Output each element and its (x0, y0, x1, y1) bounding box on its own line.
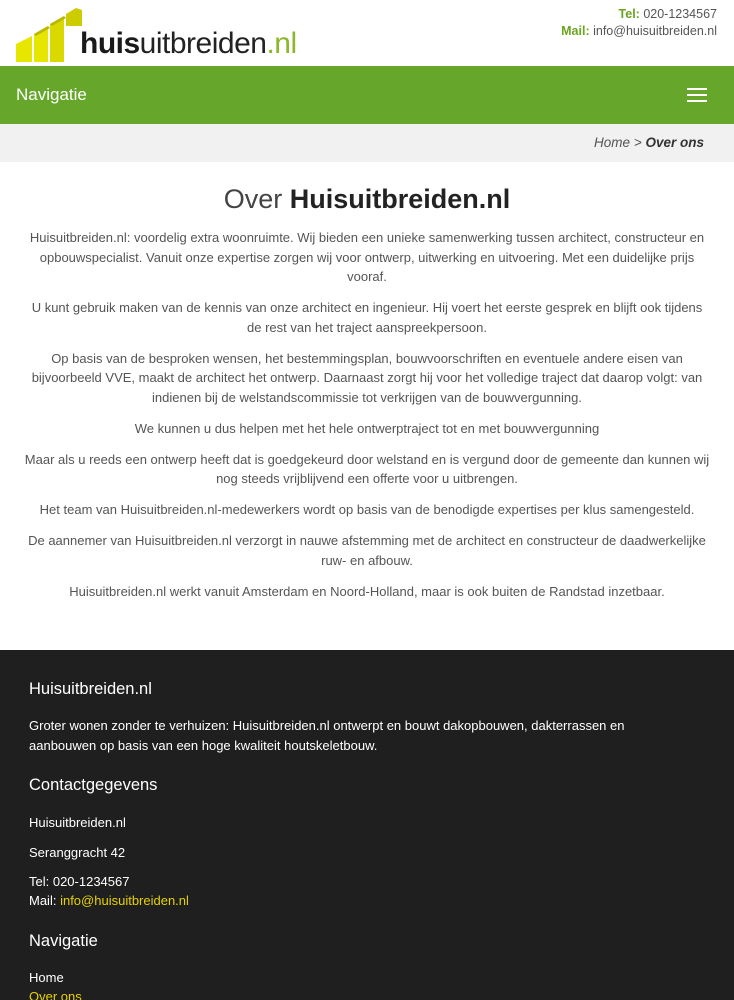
content-paragraph: Maar als u reeds een ontwerp heeft dat is goedgekeurd door welstand en is vergund door de gemeente dan kunnen wij nog steeds vrijblijvend een offerte voor u uitbrengen. (24, 451, 710, 486)
breadcrumb-home[interactable]: Home (594, 135, 631, 150)
footer-mail-link[interactable]: info@huisuitbreiden.nl (60, 893, 189, 908)
logo-wordmark (80, 26, 297, 62)
house-blocks-icon (14, 4, 84, 64)
footer-nav-heading: Navigatie (29, 932, 98, 950)
breadcrumb-bar (0, 124, 734, 162)
content-paragraph: Huisuitbreiden.nl: voordelig extra woonruimte. Wij bieden een unieke samenwerking tussen architect, constructeur en opbouwspecialist. Vanuit onze expertise zorgen wij voor ontwerp, uitwerking en uitvoering. Met een duidelijke prijs vooraf. (29, 230, 705, 284)
header-phone (561, 6, 717, 23)
header-mail (561, 23, 717, 40)
nav-title: Navigatie (16, 85, 87, 104)
content-paragraph: U kunt gebruik maken van de kennis van onze architect en ingenieur. Hij voert het eerste gesprek en blijft ook tijdens de rest van het traject aanspreekpersoon. (31, 300, 703, 335)
content-paragraph: Op basis van de besproken wensen, het bestemmingsplan, bouwvoorschriften en eventuele andere eisen van bijvoorbeeld VVE, maakt de architect het ontwerp. Daarnaast zorgt hij voor het volledige traject dat daarop volgt: van indienen bij de welstandscommissie tot verkrijgen van de bouwvergunning. (31, 350, 703, 405)
footer-address: Seranggracht 42 (29, 845, 126, 860)
footer-contact-heading: Contactgegevens (29, 776, 158, 794)
page-title (0, 182, 734, 216)
logo-part3: .nl (266, 27, 297, 60)
content-paragraph: Huisuitbreiden.nl werkt vanuit Amsterdam en Noord-Holland, maar is ook buiten de Randstad inzetbaar. (69, 583, 665, 599)
hamburger-line (687, 100, 707, 102)
mail-value[interactable]: info@huisuitbreiden.nl (593, 24, 717, 38)
content-body (24, 228, 710, 613)
footer-phone[interactable]: Tel: 020-1234567 (29, 874, 130, 889)
site-footer (0, 650, 734, 1000)
footer-nav-over-ons[interactable]: Over ons (29, 989, 82, 1000)
logo-part1: huis (80, 27, 140, 60)
header-contact (561, 6, 717, 40)
site-header (0, 0, 734, 66)
breadcrumb (594, 135, 704, 150)
hamburger-line (687, 94, 707, 96)
breadcrumb-current: Over ons (645, 135, 704, 150)
hamburger-icon[interactable] (684, 85, 710, 105)
footer-about-text: Groter wonen zonder te verhuizen: Huisuitbreiden.nl ontwerpt en bouwt dakopbouwen, dakterrassen en aanbouwen op basis van een hoge kwaliteit houtskeletbouw. (29, 718, 625, 753)
main-content (0, 162, 734, 650)
footer-nav-home[interactable]: Home (29, 970, 64, 985)
content-paragraph: We kunnen u dus helpen met het hele ontwerptraject tot en met bouwvergunning (134, 420, 600, 436)
page-title-bold: Huisuitbreiden.nl (289, 184, 511, 214)
breadcrumb-separator: > (633, 135, 642, 150)
content-paragraph: De aannemer van Huisuitbreiden.nl verzorgt in nauwe afstemming met de architect en constructeur de daadwerkelijke ruw- en afbouw. (28, 533, 706, 568)
site-logo[interactable] (14, 4, 304, 64)
hamburger-line (687, 88, 707, 90)
content-paragraph: Het team van Huisuitbreiden.nl-medewerkers wordt op basis van de benodigde expertises per klus samengesteld. (39, 502, 695, 517)
nav-bar (0, 66, 734, 124)
mail-label: Mail: (561, 24, 590, 38)
logo-part2: uitbreiden (139, 27, 267, 60)
footer-mail (29, 891, 189, 911)
footer-mail-label: Mail: (29, 893, 57, 908)
phone-label: Tel: (618, 7, 640, 21)
page-title-light: Over (223, 184, 283, 214)
footer-about-heading: Huisuitbreiden.nl (29, 680, 152, 698)
phone-value[interactable]: 020-1234567 (643, 7, 717, 21)
footer-company: Huisuitbreiden.nl (29, 815, 126, 830)
